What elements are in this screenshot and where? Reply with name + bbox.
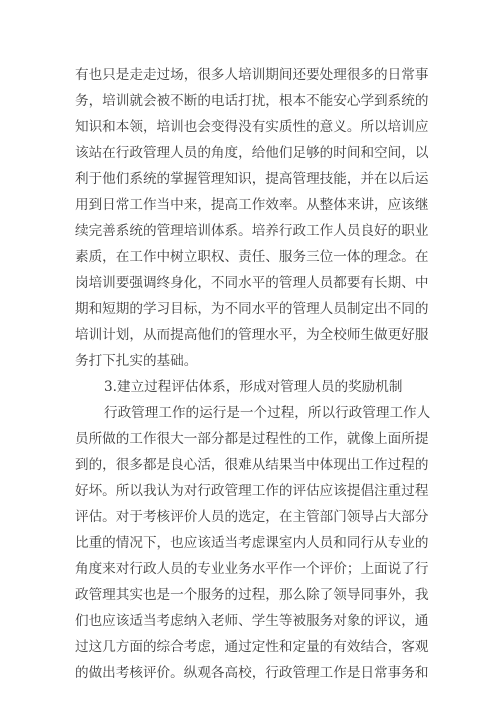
text-line: 的做出考核评价。纵观各高校，行政管理工作是日常事务和 bbox=[75, 665, 429, 681]
text-line: 行政管理工作的运行是一个过程，所以行政管理工作人 bbox=[104, 405, 431, 421]
text-line: 知识和本领，培训也会变得没有实质性的意义。所以培训应 bbox=[75, 119, 429, 135]
text-line: 评估。对于考核评价人员的选定，在主管部门领导占大部分 bbox=[75, 509, 429, 525]
text-line: 到的，很多都是良心活，很难从结果当中体现出工作过程的 bbox=[75, 457, 429, 473]
text-line: 政管理其实也是一个服务的过程，那么除了领导同事外，我 bbox=[75, 587, 429, 603]
text-line: 用到日常工作当中来，提高工作效率。从整体来讲，应该继 bbox=[75, 197, 429, 213]
text-line: 们也应该适当考虑纳入老师、学生等被服务对象的评议，通 bbox=[75, 613, 429, 629]
text-line: 利于他们系统的掌握管理知识，提高管理技能，并在以后运 bbox=[75, 171, 429, 187]
text-line: 该站在行政管理人员的角度，给他们足够的时间和空间，以 bbox=[75, 145, 429, 161]
text-line: 期和短期的学习目标，为不同水平的管理人员制定出不同的 bbox=[75, 301, 429, 317]
text-line: 素质，在工作中树立职权、责任、服务三位一体的理念。在 bbox=[75, 249, 429, 265]
text-line: 续完善系统的管理培训体系。培养行政工作人员良好的职业 bbox=[75, 223, 429, 239]
text-line: 有也只是走走过场，很多人培训期间还要处理很多的日常事 bbox=[75, 67, 429, 83]
text-line: 员所做的工作很大一部分都是过程性的工作，就像上面所提 bbox=[75, 431, 429, 447]
text-line: 务，培训就会被不断的电话打扰，根本不能安心学到系统的 bbox=[75, 93, 429, 109]
text-line: 过这几方面的综合考虑，通过定性和定量的有效结合，客观 bbox=[75, 639, 429, 655]
text-line: 培训计划，从而提高他们的管理水平，为全校师生做更好服 bbox=[75, 327, 429, 343]
text-line: 岗培训要强调终身化，不同水平的管理人员都要有长期、中 bbox=[75, 275, 429, 291]
text-line: 务打下扎实的基础。 bbox=[75, 353, 198, 369]
text-line: 角度来对行政人员的专业业务水平作一个评价；上面说了行 bbox=[75, 561, 429, 577]
text-line: 比重的情况下，也应该适当考虑课室内人员和同行从专业的 bbox=[75, 535, 429, 551]
text-line: 好坏。所以我认为对行政管理工作的评估应该提倡注重过程 bbox=[75, 483, 429, 499]
section-heading: 3.建立过程评估体系，形成对管理人员的奖励机制 bbox=[104, 379, 403, 395]
